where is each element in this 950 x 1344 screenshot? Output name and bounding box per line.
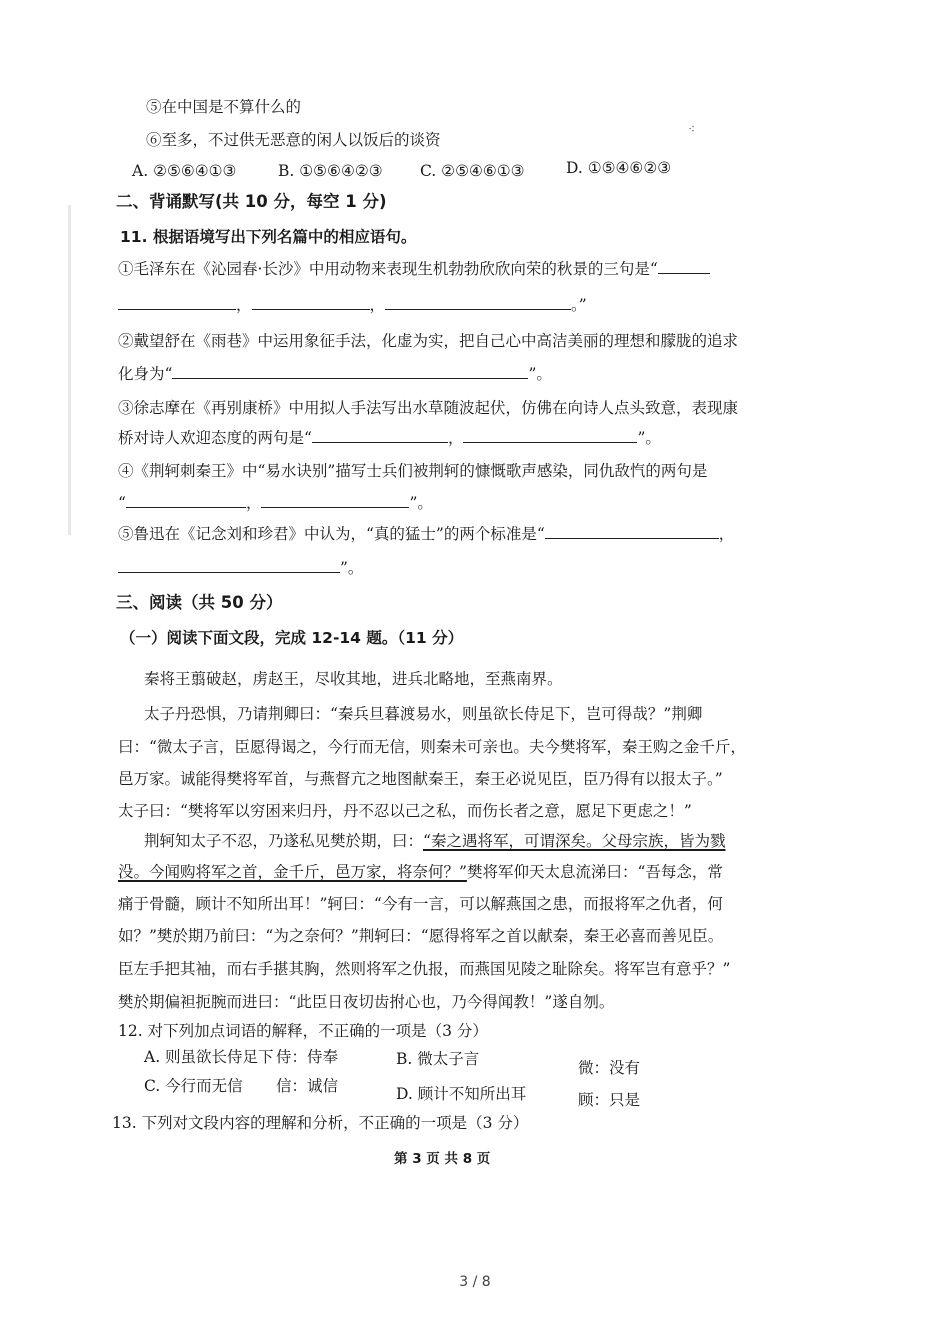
passage-line-underlined-start: 荆轲知太子不忍，乃遂私见樊於期，曰：“秦之遇将军，可谓深矣。父母宗族，皆为戮 <box>144 832 726 850</box>
passage-line: 如？”樊於期乃前曰：“为之奈何？”荆轲曰：“愿得将军之首以献秦，秦王必喜而善见臣。 <box>118 927 724 945</box>
q12-option-c: C. 今行而无信 <box>144 1077 243 1095</box>
q12-option-d: D. 顾计不知所出耳 <box>396 1085 527 1103</box>
q12-option-b-gloss: 微：没有 <box>578 1059 641 1077</box>
dictation-4-prompt: ④《荆轲刺秦王》中“易水诀别”描写士兵们被荆轲的慷慨歌声感染，同仇敌忾的两句是 <box>118 462 708 480</box>
passage-line-underlined-end: 没。今闻购将军之首，金千斤，邑万家，将奈何？”樊将军仰天太息流涕曰：“吾每念，常 <box>118 863 723 881</box>
question-11: 11. 根据语境写出下列名篇中的相应语句。 <box>120 228 417 246</box>
q12-option-a-gloss: 侍：侍奉 <box>276 1048 339 1066</box>
question-12: 12. 对下列加点词语的解释，不正确的一项是（3 分） <box>118 1022 488 1040</box>
q12-option-d-gloss: 顾：只是 <box>578 1091 641 1109</box>
choice-c: C. ②⑤④⑥①③ <box>420 162 525 180</box>
passage-line: 秦将王翦破赵，虏赵王，尽收其地，进兵北略地，至燕南界。 <box>144 670 563 688</box>
scan-speck: ⁖ <box>688 122 696 136</box>
page-number-label: 第 3 页 共 8 页 <box>394 1151 491 1167</box>
passage-line: 太子曰：“樊将军以穷困来归丹，丹不忍以己之私，而伤长者之意，愿足下更虑之！” <box>118 802 692 820</box>
section-2-title: 二、背诵默写(共 10 分，每空 1 分) <box>116 192 387 211</box>
passage-line: 邑万家。诚能得樊将军首，与燕督亢之地图献秦王，秦王必说见臣，臣乃得有以报太子。” <box>118 770 723 788</box>
passage-line: 樊於期偏袒扼腕而进曰：“此臣日夜切齿拊心也，乃今得闻教！”遂自刎。 <box>118 993 615 1011</box>
dictation-1-blanks: ， ， 。” <box>118 294 587 316</box>
dictation-1-prompt: ①毛泽东在《沁园春·长沙》中用动物来表现生机勃勃欣欣向荣的秋景的三句是“ <box>118 258 710 280</box>
passage-line: 曰：“微太子言，臣愿得谒之，今行而无信，则秦未可亲也。夫今樊将军，秦王购之金千斤， <box>118 738 746 756</box>
passage-line: 痛于骨髓，顾计不知所出耳！”轲曰：“今有一言，可以解燕国之患，而报将军之仇者，何 <box>118 895 723 913</box>
option-item-6: ⑥至多，不过供无恶意的闲人以饭后的谈资 <box>146 131 441 149</box>
passage-line: 太子丹恐惧，乃请荆卿曰：“秦兵旦暮渡易水，则虽欲长侍足下，岂可得哉？”荆卿 <box>144 705 703 723</box>
viewer-page-indicator: 3 / 8 <box>459 1274 491 1290</box>
choice-a: A. ②⑤⑥④①③ <box>132 162 237 180</box>
dictation-3-blanks: 桥对诗人欢迎态度的两句是“ ， ”。 <box>118 429 661 447</box>
dictation-5-blank: ”。 <box>118 557 363 579</box>
option-item-5: ⑤在中国是不算什么的 <box>146 98 302 116</box>
q12-option-a: A. 则虽欲长侍足下 <box>144 1048 274 1066</box>
passage-line: 臣左手把其袖，而右手揕其胸，然则将军之仇报，而燕国见陵之耻除矣。将军岂有意乎？” <box>118 960 731 978</box>
scan-shadow <box>68 205 71 535</box>
dictation-4-blanks: “ ， ”。 <box>118 494 433 512</box>
reading-part-1-instruction: （一）阅读下面文段，完成 12-14 题。（11 分） <box>120 629 464 647</box>
dictation-2-blank: 化身为“ ”。 <box>118 365 552 383</box>
choice-d: D. ①⑤④⑥②③ <box>566 159 672 177</box>
section-3-title: 三、阅读（共 50 分） <box>116 593 283 612</box>
question-13: 13. 下列对文段内容的理解和分析，不正确的一项是（3 分） <box>112 1114 529 1132</box>
q12-option-c-gloss: 信：诚信 <box>276 1077 339 1095</box>
dictation-3-prompt: ③徐志摩在《再别康桥》中用拟人手法写出水草随波起伏，仿佛在向诗人点头致意，表现康 <box>118 399 739 417</box>
choice-b: B. ①⑤⑥④②③ <box>278 162 383 180</box>
dictation-5-prompt: ⑤鲁迅在《记念刘和珍君》中认为，“真的猛士”的两个标准是“ ， <box>118 525 735 543</box>
q12-option-b: B. 微太子言 <box>396 1050 480 1068</box>
dictation-2-prompt: ②戴望舒在《雨巷》中运用象征手法，化虚为实，把自己心中高洁美丽的理想和朦胧的追求 <box>118 332 739 350</box>
